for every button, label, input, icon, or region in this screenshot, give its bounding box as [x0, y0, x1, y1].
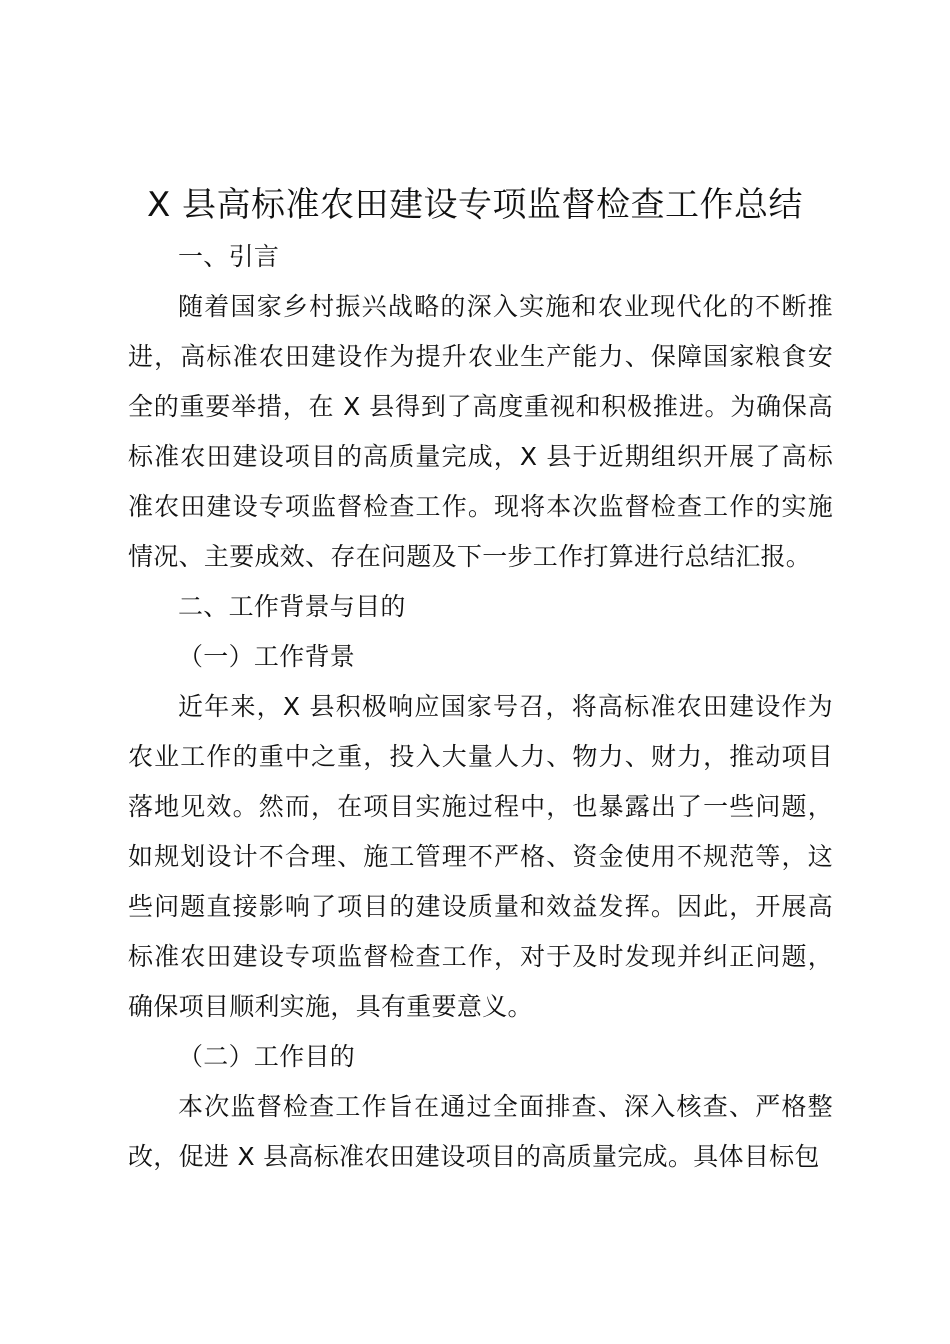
section-heading-introduction: 一、引言	[178, 242, 280, 271]
document-body	[128, 232, 833, 1182]
paragraph-purpose: 本次监督检查工作旨在通过全面排查、深入核查、严格整改，促进 X 县高标准农田建设项目的高质量完成。具体目标包	[128, 1092, 833, 1171]
subsection-heading-background: （一）工作背景	[178, 642, 356, 671]
subsection-heading-purpose: （二）工作目的	[178, 1042, 356, 1071]
document-title: X 县高标准农田建设专项监督检查工作总结	[146, 185, 804, 225]
paragraph-background: 近年来，X 县积极响应国家号召，将高标准农田建设作为农业工作的重中之重，投入大量人力、物力、财力，推动项目落地见效。然而，在项目实施过程中，也暴露出了一些问题，如规划设计不合理、施工管理不严格、资金使用不规范等，这些问题直接影响了项目的建设质量和效益发挥。因此，开展高标准农田建设专项监督检查工作，对于及时发现并纠正问题，确保项目顺利实施，具有重要意义。	[128, 692, 833, 1021]
section-heading-background-purpose: 二、工作背景与目的	[178, 592, 406, 621]
paragraph-introduction: 随着国家乡村振兴战略的深入实施和农业现代化的不断推进，高标准农田建设作为提升农业生产能力、保障国家粮食安全的重要举措，在 X 县得到了高度重视和积极推进。为确保高标准农田建设项目的高质量完成，X 县于近期组织开展了高标准农田建设专项监督检查工作。现将本次监督检查工作的实施情况、主要成效、存在问题及下一步工作打算进行总结汇报。	[128, 292, 833, 571]
